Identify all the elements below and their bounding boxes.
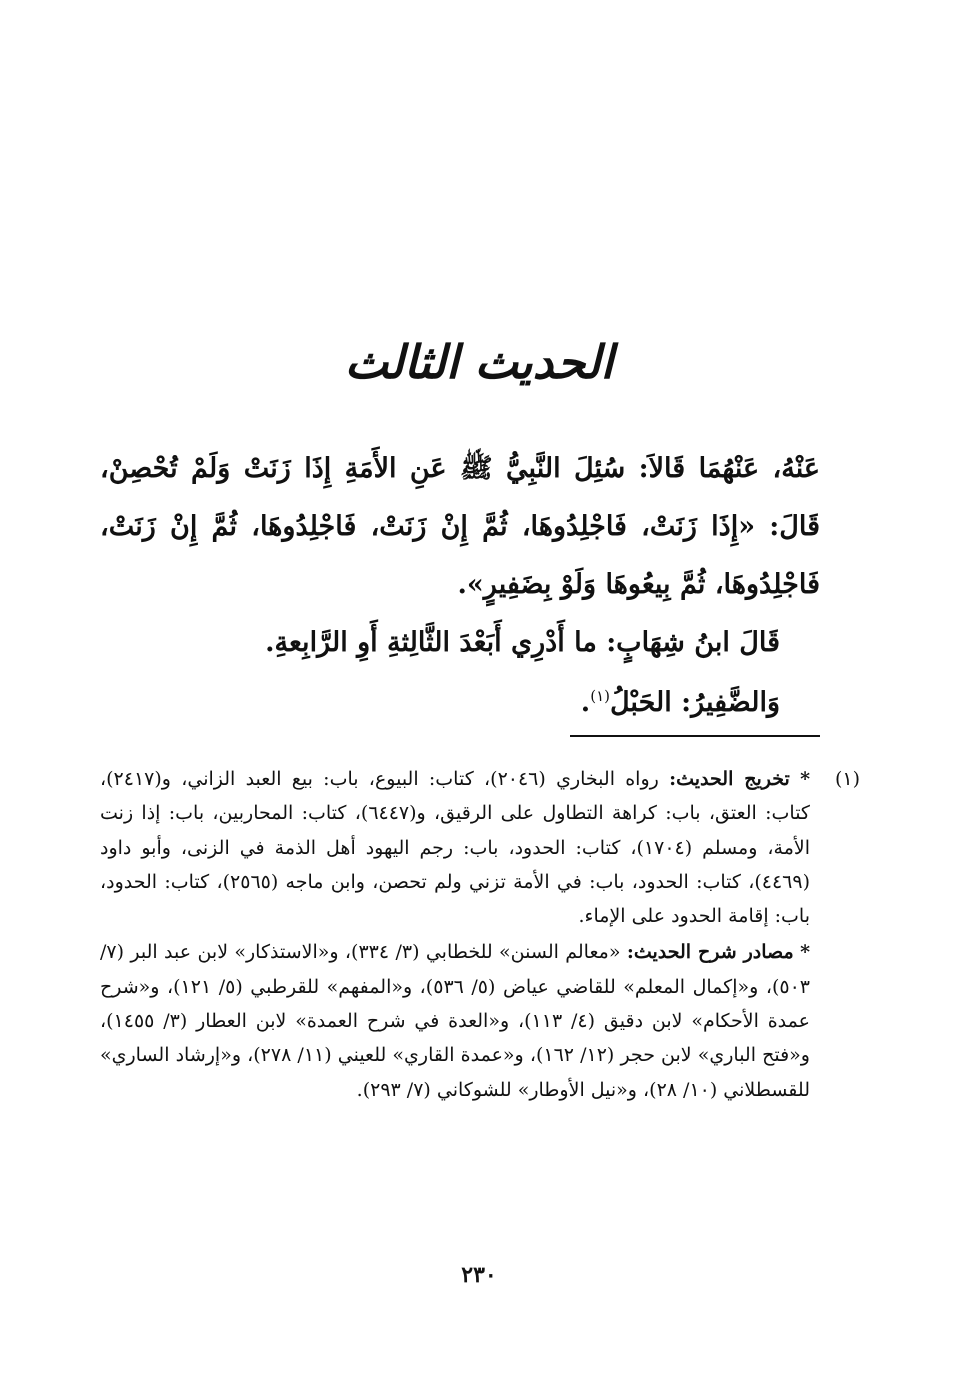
footnote-body bbox=[100, 762, 810, 1107]
footnotes bbox=[100, 762, 860, 1107]
hadith-text: عَنْهُ، عَنْهُمَا قَالاَ: سُئِلَ النَّبِيُّ ﷺ عَنِ الأَمَةِ إِذَا زَنَتْ وَلَمْ تُحْصِنْ، قَالَ: «إِذَا زَنَتْ، فَاجْلِدُوهَا، ثُمَّ إِنْ زَنَتْ، فَاجْلِدُوهَا، ثُمَّ إِنْ زَنَتْ، فَاجْلِدُوهَا، ثُمَّ بِيعُوهَا وَلَوْ بِضَفِيرٍ». bbox=[100, 453, 820, 600]
hadith-title: الحديث الثالث bbox=[344, 335, 614, 389]
dafir-definition-text: وَالضَّفِيرُ: الحَبْلُ bbox=[609, 687, 780, 718]
star-marker: * bbox=[800, 768, 810, 790]
dafir-definition-end: . bbox=[580, 687, 591, 718]
takhrij-text: رواه البخاري (٢٠٤٦)، كتاب: البيوع، باب: بيع العبد الزاني، و(٢٤١٧)، كتاب: العتق، باب: كراهة التطاول على الرقيق، و(٦٤٤٧)، كتاب: المحاربين، باب: إذا زنت الأمة، ومسلم (١٧٠٤)، كتاب: الحدود، باب: رجم اليهود أهل الذمة في الزنى، وأبو داود (٤٤٦٩)، كتاب: الحدود، باب: في الأمة تزني ولم تحصن، وابن ماجه (٢٥٦٥)، كتاب: الحدود، باب: إقامة الحدود على الإماء. bbox=[100, 768, 810, 928]
hadith-body bbox=[100, 440, 820, 732]
star-marker: * bbox=[800, 941, 810, 964]
footnote bbox=[100, 762, 860, 1107]
footnote-separator bbox=[570, 735, 820, 737]
takhrij-paragraph bbox=[100, 762, 810, 933]
sources-text: «معالم السنن» للخطابي (٣/ ٣٣٤)، و«الاستذكار» لابن عبد البر (٧/ ٥٠٣)، و«إكمال المعلم» للقاضي عياض (٥/ ٥٣٦)، و«المفهم» للقرطبي (٥/ ١٢١)، و«شرح عمدة الأحكام» لابن دقيق (٤/ ١١٣)، و«العدة في شرح العمدة» لابن العطار (٣/ ١٤٥٥)، و«فتح الباري» لابن حجر (١٢/ ١٦٢)، و«عمدة القاري» للعيني (١١/ ٢٧٨)، و«إرشاد الساري» للقسطلاني (١٠/ ٢٨)، و«نيل الأوطار» للشوكاني (٧/ ٢٩٣). bbox=[100, 941, 810, 1101]
ibn-shihab-remark: قَالَ ابنُ شِهَابٍ: ما أَدْرِي أَبَعْدَ الثَّالِثةِ أَوِ الرَّابِعةِ. bbox=[265, 627, 780, 658]
footnote-reference[interactable]: (١) bbox=[590, 687, 610, 705]
sources-paragraph bbox=[100, 935, 810, 1106]
footnote-number: (١) bbox=[834, 768, 860, 790]
takhrij-label: تخريج الحديث: bbox=[669, 768, 790, 790]
dafir-definition bbox=[100, 674, 820, 732]
page-number: ٢٣٠ bbox=[461, 1262, 497, 1288]
sources-label: مصادر شرح الحديث: bbox=[626, 941, 794, 964]
